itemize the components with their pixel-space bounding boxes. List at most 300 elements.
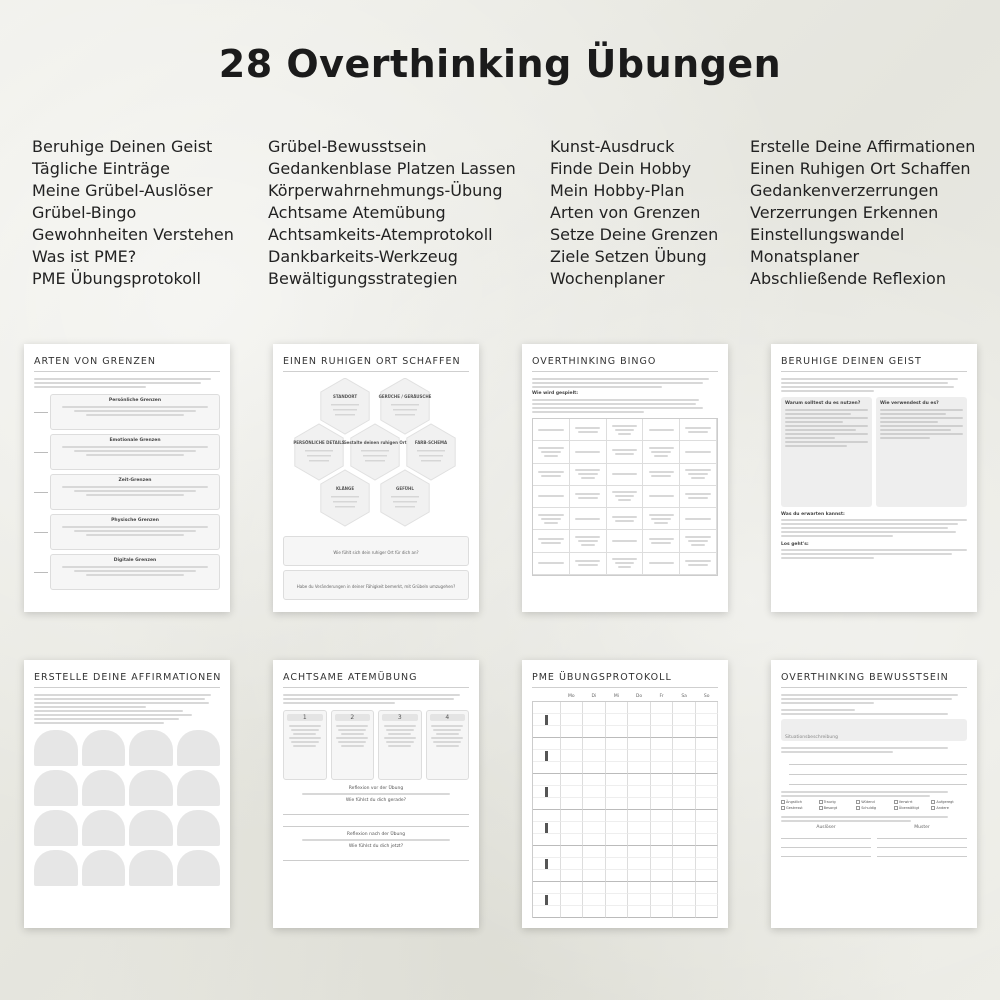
feeling-option[interactable] [931,800,967,804]
breathing-step-card [426,710,470,780]
affirmation-card [34,810,78,846]
exercise-list-column-2 [268,136,516,290]
exercise-list-column-1 [32,136,234,290]
preview-sheet-affirmationen [24,660,230,928]
bingo-cell [570,508,607,530]
tracker-cell [673,810,695,822]
bingo-cell [533,553,570,575]
checkbox-icon[interactable] [894,800,898,804]
tracker-cell [606,798,628,810]
tracker-cell [628,906,650,918]
tracker-cell [673,834,695,846]
question-1-text: Wie fühlt sich dein ruhiger Ort für dich an? [333,550,419,555]
bingo-cell [643,530,680,552]
tracker-cell [696,870,718,882]
exercise-item: Bewältigungsstrategien [268,269,458,288]
tracker-cell [628,786,650,798]
tracker-cell [583,906,605,918]
tracker-cell [696,894,718,906]
checkbox-icon[interactable] [819,800,823,804]
bingo-cell [607,530,644,552]
muscle-group-cell [533,906,561,918]
hexagon-label: PERSÖNLICHE DETAILS [293,440,345,445]
feeling-option[interactable] [819,800,855,804]
feeling-option[interactable] [856,800,892,804]
tracker-cell [673,870,695,882]
tracker-cell [628,834,650,846]
tracker-cell [583,774,605,786]
tracker-cell [673,750,695,762]
boundary-card-title: Emotionale Grenzen [109,438,161,443]
bingo-cell [533,419,570,441]
sheet-title: EINEN RUHIGEN ORT SCHAFFEN [283,356,469,372]
feeling-option[interactable] [856,806,892,810]
feeling-option[interactable] [894,806,930,810]
preview-sheet-arten-von-grenzen [24,344,230,612]
boundary-card-title: Zeit-Grenzen [118,478,152,483]
tracker-cell [696,846,718,858]
tracker-cell [583,726,605,738]
sheet-title: OVERTHINKING BEWUSSTSEIN [781,672,967,688]
affirmation-card [82,730,126,766]
tracker-cell [561,798,583,810]
sheet-title: ERSTELLE DEINE AFFIRMATIONEN [34,672,220,688]
tracker-cell [606,702,628,714]
exercise-item: Mein Hobby-Plan [550,181,685,200]
tracker-cell [696,702,718,714]
tracker-cell [696,906,718,918]
affirmation-card [34,850,78,886]
breathing-step-card [331,710,375,780]
tracker-cell [651,714,673,726]
boundary-card [50,474,220,510]
breathing-step-card [283,710,327,780]
affirmation-card [129,850,173,886]
feelings-checklist [781,800,967,810]
page-title: 28 Overthinking Übungen [218,42,782,86]
tracker-cell [583,702,605,714]
checkbox-icon[interactable] [781,806,785,810]
muscle-group-cell [533,714,561,726]
affirmation-card-grid [34,730,220,886]
tracker-cell [606,870,628,882]
checkbox-icon[interactable] [856,806,860,810]
tracker-cell [561,738,583,750]
exercise-item: Beruhige Deinen Geist [32,137,213,156]
tracker-cell [651,810,673,822]
tracker-cell [628,810,650,822]
hexagon-cell [407,424,455,480]
tracker-cell [606,906,628,918]
preview-sheet-overthinking-bingo [522,344,728,612]
bingo-cell [643,464,680,486]
muscle-group-cell [533,822,561,834]
affirmation-card [129,810,173,846]
affirmation-card [177,850,221,886]
bingo-cell [607,508,644,530]
exercise-list-column-4 [750,136,975,290]
exercise-item: Wochenplaner [550,269,665,288]
tracker-cell [696,738,718,750]
muscle-group-cell [533,870,561,882]
bingo-cell [680,508,717,530]
tracker-cell [651,894,673,906]
tracker-cell [628,702,650,714]
checkbox-icon[interactable] [819,806,823,810]
bingo-cell [680,530,717,552]
bingo-cell [533,508,570,530]
bingo-grid [532,418,718,576]
bingo-cell [533,486,570,508]
bingo-cell [533,441,570,463]
bingo-cell [643,486,680,508]
bingo-cell [570,441,607,463]
tracker-cell [606,714,628,726]
tracker-cell [696,834,718,846]
exercise-item: Achtsamkeits-Atemprotokoll [268,225,493,244]
tracker-cell [673,762,695,774]
tracker-cell [651,738,673,750]
tracker-cell [696,750,718,762]
exercise-item: Was ist PME? [32,247,137,266]
post-reflection-label: Reflexion nach der Übung [346,832,406,837]
muscle-group-cell [533,834,561,846]
tracker-cell [561,834,583,846]
tracker-cell [606,810,628,822]
tracker-cell [583,798,605,810]
feeling-label: Wütend [861,800,875,804]
tracker-cell [628,882,650,894]
boundary-list [34,394,220,590]
tracker-cell [651,702,673,714]
exercise-item: Finde Dein Hobby [550,159,692,178]
how-use-box [876,397,967,507]
tracker-cell [673,846,695,858]
tracker-cell [651,906,673,918]
tracker-cell [651,882,673,894]
tracker-cell [628,726,650,738]
feeling-option[interactable] [781,800,817,804]
boundary-card [50,554,220,590]
tracker-cell [561,882,583,894]
tracker-cell [628,762,650,774]
tracker-cell [628,798,650,810]
hexagon-cell [293,424,344,480]
tracker-cell [673,906,695,918]
exercise-list-column-3 [550,136,718,290]
exercise-item: Abschließende Reflexion [750,269,946,288]
muscle-group-cell [533,810,561,822]
checkbox-icon[interactable] [931,800,935,804]
bingo-cell [607,419,644,441]
feeling-label: Verwirrt [898,800,913,804]
pre-feeling-label: Wie fühlst du dich gerade? [345,798,407,803]
tracker-cell [583,762,605,774]
step-number: 2 [335,714,371,721]
tracker-cell [606,882,628,894]
muscle-group-cell [533,894,561,906]
muscle-group-cell [533,726,561,738]
weekday-label: Di [591,694,597,699]
hexagon-label: Gestalte deinen ruhigen Ort [343,440,407,445]
boundary-card-title: Persönliche Grenzen [108,398,162,403]
tracker-cell [628,738,650,750]
exercise-item: Tägliche Einträge [32,159,170,178]
tracker-cell [583,846,605,858]
bingo-cell [680,464,717,486]
exercise-item: Körperwahrnehmungs-Übung [268,181,503,200]
hexagon-cell [321,378,369,434]
exercise-item: Ziele Setzen Übung [550,247,707,266]
tracker-cell [606,762,628,774]
affirmation-card [177,730,221,766]
tracker-cell [606,726,628,738]
tracker-cell [628,870,650,882]
preview-sheet-overthinking-bewusstsein [771,660,977,928]
tracker-cell [673,786,695,798]
weekday-label: Mo [567,694,575,699]
feeling-option[interactable] [894,800,930,804]
hexagon-cell [321,470,369,526]
exercise-item: Einen Ruhigen Ort Schaffen [750,159,971,178]
sheet-title: ARTEN VON GRENZEN [34,356,220,372]
tracker-cell [583,738,605,750]
tracker-cell [673,702,695,714]
tracker-cell [651,846,673,858]
feeling-label: Schuldig [861,806,877,810]
tracker-cell [561,858,583,870]
tip-heading: Los geht's: [781,542,809,547]
feeling-option[interactable] [781,806,817,810]
boundary-card [50,394,220,430]
boundary-card [50,434,220,470]
breathing-step-card [378,710,422,780]
tracker-cell [606,738,628,750]
tracker-cell [628,846,650,858]
tracker-cell [561,894,583,906]
tracker-cell [583,834,605,846]
muscle-group-cell [533,750,561,762]
weekday-header [532,694,718,699]
affirmation-card [129,730,173,766]
exercise-item: Setze Deine Grenzen [550,225,719,244]
bingo-cell [570,464,607,486]
tracker-cell [583,858,605,870]
tracker-cell [651,786,673,798]
step-number: 1 [287,714,323,721]
why-use-box [781,397,872,507]
sheet-title: BERUHIGE DEINEN GEIST [781,356,967,372]
tracker-cell [696,858,718,870]
bingo-cell [533,530,570,552]
bingo-cell [680,553,717,575]
tracker-cell [673,882,695,894]
tracker-cell [628,858,650,870]
feeling-label: Aufgeregt [936,800,954,804]
step-number: 4 [430,714,466,721]
muscle-group-cell [533,762,561,774]
weekday-label: Fr [659,694,664,699]
bingo-cell [643,419,680,441]
expect-heading: Was du erwarten kannst: [781,512,845,517]
bingo-cell [607,441,644,463]
feeling-label: Traurig [823,800,836,804]
tracker-cell [673,858,695,870]
tracker-cell [673,714,695,726]
tracker-cell [606,774,628,786]
muscle-group-cell [533,786,561,798]
boundary-card-title: Digitale Grenzen [113,558,157,563]
howto-label: Wie wird gespielt: [532,391,579,396]
exercise-item: Dankbarkeits-Werkzeug [268,247,458,266]
tracker-cell [583,870,605,882]
affirmation-card [34,770,78,806]
tracker-cell [628,714,650,726]
tracker-cell [651,822,673,834]
exercise-item: Gedankenblase Platzen Lassen [268,159,516,178]
exercise-item: Arten von Grenzen [550,203,701,222]
exercise-item: Einstellungswandel [750,225,905,244]
bingo-cell [533,464,570,486]
why-use-heading: Warum solltest du es nutzen? [785,401,861,406]
hexagon-cell [379,378,432,434]
tracker-cell [696,810,718,822]
tracker-cell [651,750,673,762]
feeling-label: Besorgt [823,806,838,810]
affirmation-card [82,850,126,886]
feeling-option[interactable] [931,806,967,810]
tracker-cell [696,762,718,774]
boundary-card-title: Physische Grenzen [111,518,159,523]
affirmation-card [177,810,221,846]
exercise-item: PME Übungsprotokoll [32,269,201,288]
tracker-cell [673,798,695,810]
tracker-cell [696,714,718,726]
muscle-group-cell [533,846,561,858]
breathing-steps [283,710,469,780]
checkbox-icon[interactable] [856,800,860,804]
boundary-card [50,514,220,550]
preview-sheet-ruhigen-ort [273,344,479,612]
bingo-cell [607,464,644,486]
pme-tracker-grid [532,701,718,918]
tracker-cell [583,750,605,762]
pattern-column-label: Muster [914,825,930,830]
affirmation-card [82,770,126,806]
tracker-cell [696,774,718,786]
tracker-cell [583,786,605,798]
how-use-heading: Wie verwendest du es? [880,401,939,406]
affirmation-card [82,810,126,846]
tracker-cell [673,894,695,906]
feeling-label: Andere [936,806,949,810]
feeling-option[interactable] [819,806,855,810]
tracker-cell [561,906,583,918]
tracker-cell [606,786,628,798]
tracker-cell [606,822,628,834]
sheet-title: OVERTHINKING BINGO [532,356,718,372]
bingo-cell [643,508,680,530]
tracker-cell [651,834,673,846]
bingo-cell [570,419,607,441]
bingo-cell [680,441,717,463]
tracker-cell [673,774,695,786]
tracker-cell [606,858,628,870]
trigger-column-label: Auslöser [816,825,836,830]
bingo-cell [643,441,680,463]
tracker-cell [561,870,583,882]
bingo-cell [607,553,644,575]
tracker-cell [561,750,583,762]
tracker-cell [651,762,673,774]
tracker-cell [561,846,583,858]
exercise-item: Kunst-Ausdruck [550,137,675,156]
muscle-group-cell [533,882,561,894]
exercise-item: Achtsame Atemübung [268,203,446,222]
tracker-cell [561,810,583,822]
tracker-cell [673,738,695,750]
sheet-title: ACHTSAME ATEMÜBUNG [283,672,469,688]
exercise-item: Meine Grübel-Auslöser [32,181,213,200]
tracker-cell [583,882,605,894]
tracker-cell [628,894,650,906]
tracker-cell [651,774,673,786]
exercise-item: Monatsplaner [750,247,860,266]
muscle-group-cell [533,738,561,750]
tracker-cell [606,750,628,762]
checkbox-icon[interactable] [781,800,785,804]
hexagon-cell [381,470,429,526]
question-box-2 [283,570,469,600]
weekday-label: So [703,694,710,699]
preview-sheet-achtsame-atemuebung [273,660,479,928]
bingo-cell [643,553,680,575]
step-number: 3 [382,714,418,721]
checkbox-icon[interactable] [931,806,935,810]
tracker-cell [696,882,718,894]
tracker-cell [561,714,583,726]
tracker-cell [583,714,605,726]
exercise-item: Gedankenverzerrungen [750,181,939,200]
affirmation-card [34,730,78,766]
hexagon-diagram [283,378,469,528]
hexagon-label: GEFÜHL [396,486,414,491]
tracker-cell [628,750,650,762]
exercise-item: Grübel-Bingo [32,203,137,222]
question-box-1 [283,536,469,566]
feeling-label: Überwältigt [898,806,920,810]
hexagon-label: STANDORT [332,394,358,399]
tracker-cell [561,702,583,714]
tracker-cell [628,822,650,834]
hexagon-label: GERÜCHE / GERÄUSCHE [378,394,432,399]
tracker-cell [583,810,605,822]
bingo-cell [607,486,644,508]
muscle-group-cell [533,774,561,786]
tracker-cell [651,870,673,882]
tracker-cell [561,774,583,786]
hexagon-label: KLÄNGE [335,486,355,491]
tracker-cell [606,894,628,906]
feeling-label: Gestresst [786,806,803,810]
pre-reflection-label: Reflexion vor der Übung [348,786,404,791]
tracker-cell [651,726,673,738]
bingo-cell [570,530,607,552]
bingo-cell [570,553,607,575]
checkbox-icon[interactable] [894,806,898,810]
muscle-group-cell [533,702,561,714]
bingo-cell [680,486,717,508]
